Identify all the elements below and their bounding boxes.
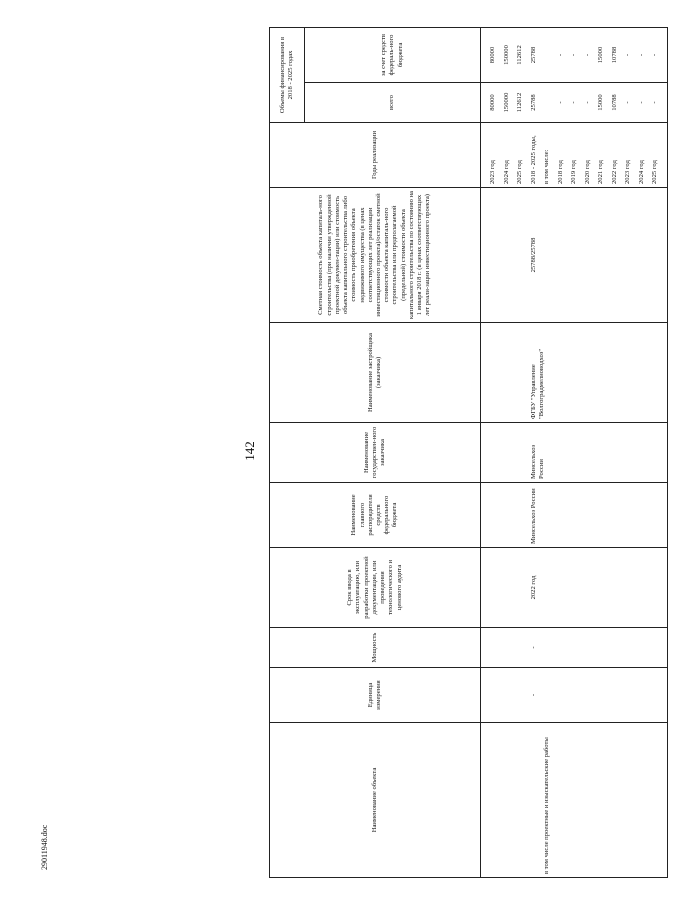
cell-estimated-cost: 25788/25788 [481,188,668,323]
header-capacity: Мощность [270,628,481,668]
cell-state-customer: Минсельхоз России [481,423,668,483]
page-number: 142 [241,441,257,461]
header-commissioning: Срок ввода в эксплуатацию, или разработки проектной документации, или проведения технологического и ценового аудита [270,548,481,628]
header-unit: Единица измерения [270,668,481,723]
header-years: Годы реализации [270,123,481,188]
rotated-table-sheet [269,28,679,878]
cell-federal: 80000 150000 112612 25788 - - - 15000 10788 - - - [481,27,668,82]
header-row [270,27,305,877]
header-financing: Объемы финансирования в 2018 - 2025 годах [270,27,305,122]
header-state-customer: Наименование государствен-ного заказчика [270,423,481,483]
financing-table [269,27,668,878]
cell-name [481,723,668,878]
row-name: в том числе проектные и изыскательские работы [543,737,550,874]
header-total: всего [305,83,481,123]
cell-unit: - [481,668,668,723]
cell-capacity: - [481,628,668,668]
header-estimated-cost: Сметная стоимость объекта капиталь-ного строительства (при наличии утвержденной проектной докумен-тации) или стоимость объекта капитального строительства либо стоимость приобретения объекта недвижимого имущества (в ценах соответствующих лет реализации инвестиционного проекта)/остаток сметной стоимости объекта капиталь-ного строительства или предполагаемой (предельной) стоимости объекта капитального строительства по состоянию на 1 января 2018 г. (в ценах соответствующих лет реали-зации инвестиционного проекта) [270,188,481,323]
table-row [481,27,668,877]
header-developer: Наименование застройщика (заказчика) [270,323,481,423]
cell-commissioning: 2022 год [481,548,668,628]
cell-developer: ФГБУ "Управление "Волгоградмелиоводхоз" [481,323,668,423]
cell-main-manager: Минсельхоз России [481,483,668,548]
header-federal: за счет средств федераль-ного бюджета [305,27,481,82]
header-main-manager: Наименование главного распорядителя средств федерального бюджета [270,483,481,548]
header-name: Наименование объекта [270,723,481,878]
cell-total: 80000 150000 112612 25788 - - - 15000 10788 - - - [481,83,668,123]
document-filename: 29011948.doc [40,824,49,870]
cell-years: 2023 год 2024 год 2025 год 2018 - 2025 годы, в том числе: 2018 год 2019 год 2020 год 2021 год 2022 год 2023 год 2024 год 2025 год [481,123,668,188]
